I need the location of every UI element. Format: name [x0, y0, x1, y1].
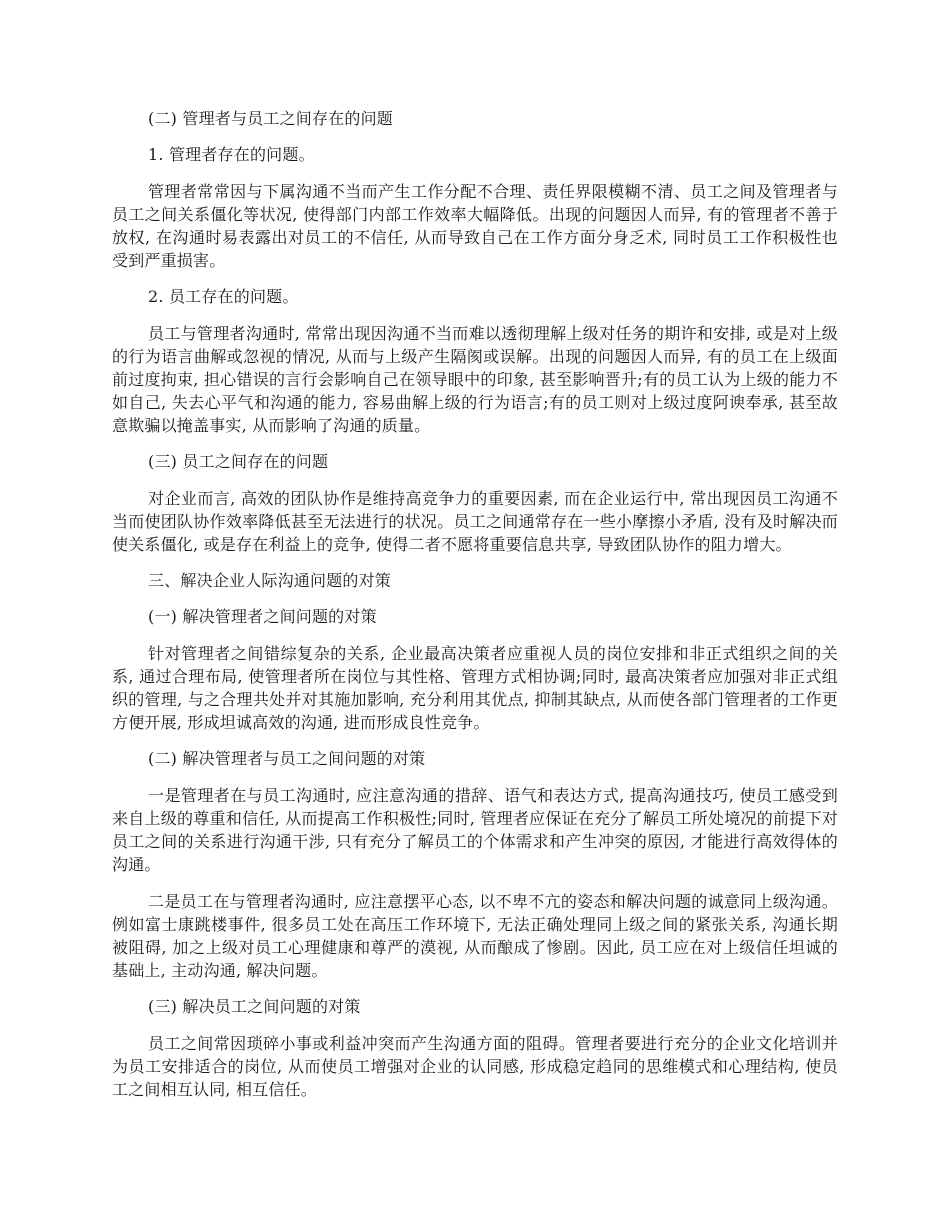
section-heading: (三) 解决员工之间问题的对策 [148, 997, 361, 1016]
paragraph: 针对管理者之间错综复杂的关系, 企业最高决策者应重视人员的岗位安排和非正式组织之间的关系, 通过合理布局, 使管理者所在岗位与其性格、管理方式相协调;同时, 最高决策者应加强对非正式组织的管理, 与之合理共处并对其施加影响, 充分利用其优点, 抑制其缺点, 从而使各部门管理者的工作更方便开展, 形成坦诚高效的沟通, 进而形成良性竞争。 [112, 644, 838, 732]
subsection-heading: 1. 管理者存在的问题。 [148, 145, 315, 164]
paragraph: 员工之间常因琐碎小事或利益冲突而产生沟通方面的阻碍。管理者要进行充分的企业文化培训并为员工安排适合的岗位, 从而使员工增强对企业的认同感, 形成稳定趋同的思维模式和心理结构, 使员工之间相互认同, 相互信任。 [112, 1034, 838, 1099]
paragraph: 员工与管理者沟通时, 常常出现因沟通不当而难以透彻理解上级对任务的期许和安排, 或是对上级的行为语言曲解或忽视的情况, 从而与上级产生隔阂或误解。出现的问题因人而异, 有的员工在上级面前过度拘束, 担心错误的言行会影响自己在领导眼中的印象, 甚至影响晋升;有的员工认为上级的能力不如自己, 失去心平气和沟通的能力, 容易曲解上级的行为语言;有的员工则对上级过度阿谀奉承, 甚至故意欺骗以掩盖事实, 从而影响了沟通的质量。 [112, 324, 838, 435]
chapter-heading: 三、解决企业人际沟通问题的对策 [148, 571, 392, 590]
paragraph: 一是管理者在与员工沟通时, 应注意沟通的措辞、语气和表达方式, 提高沟通技巧, 使员工感受到来自上级的尊重和信任, 从而提高工作积极性;同时, 管理者应保证在充分了解员工所处境况的前提下对员工之间的关系进行沟通干涉, 只有充分了解员工的个体需求和产生冲突的原因, 才能进行高效得体的沟通。 [112, 786, 838, 874]
section-heading: (一) 解决管理者之间问题的对策 [148, 607, 377, 626]
document-body [112, 108, 838, 1115]
subsection-heading: 2. 员工存在的问题。 [148, 287, 299, 306]
paragraph: 对企业而言, 高效的团队协作是维持高竞争力的重要因素, 而在企业运行中, 常出现因员工沟通不当而使团队协作效率降低甚至无法进行的状况。员工之间通常存在一些小摩擦小矛盾, 没有及时解决而使关系僵化, 或是存在利益上的竞争, 使得二者不愿将重要信息共享, 导致团队协作的阻力增大。 [112, 489, 838, 554]
section-heading: (三) 员工之间存在的问题 [148, 452, 329, 471]
section-heading: (二) 解决管理者与员工之间问题的对策 [148, 749, 426, 768]
paragraph: 二是员工在与管理者沟通时, 应注意摆平心态, 以不卑不亢的姿态和解决问题的诚意同上级沟通。例如富士康跳楼事件, 很多员工处在高压工作环境下, 无法正确处理同上级之间的紧张关系, 沟通长期被阻碍, 加之上级对员工心理健康和尊严的漠视, 从而酿成了惨剧。因此, 员工应在对上级信任坦诚的基础上, 主动沟通, 解决问题。 [112, 892, 838, 980]
paragraph: 管理者常常因与下属沟通不当而产生工作分配不合理、责任界限模糊不清、员工之间及管理者与员工之间关系僵化等状况, 使得部门内部工作效率大幅降低。出现的问题因人而异, 有的管理者不善于放权, 在沟通时易表露出对员工的不信任, 从而导致自己在工作方面分身乏术, 同时员工工作积极性也受到严重损害。 [112, 182, 838, 270]
section-heading: (二) 管理者与员工之间存在的问题 [148, 109, 393, 128]
